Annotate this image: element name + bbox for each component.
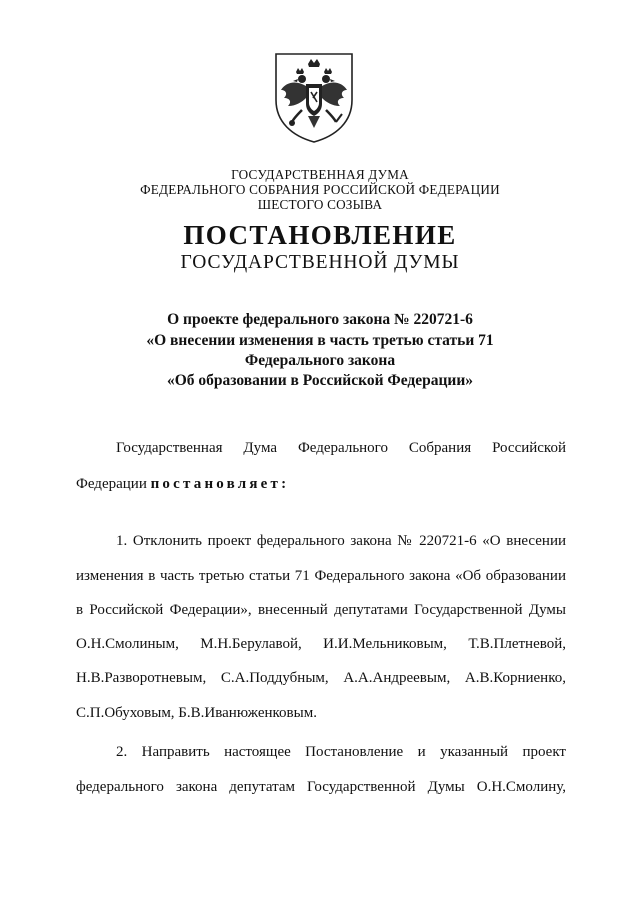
item2-line-1: 2. Направить настоящее Постановление и указанный проект xyxy=(116,744,566,760)
org-name-line-1: ГОСУДАРСТВЕННАЯ ДУМА xyxy=(231,167,409,182)
item2-line-2: федерального закона депутатам Государственной Думы О.Н.Смолину, xyxy=(76,779,566,795)
document-type-title: ПОСТАНОВЛЕНИЕ xyxy=(183,220,457,250)
resolution-verb: постановляет: xyxy=(150,476,290,492)
subject-line-4: «Об образовании в Российской Федерации» xyxy=(166,372,474,389)
item1-line-6: С.П.Обуховым, Б.В.Иванюженковым. xyxy=(76,705,317,721)
subject-line-1: О проекте федерального закона № 220721-6 xyxy=(167,311,473,328)
subject-line-3: Федерального закона xyxy=(244,352,396,369)
item1-line-3: в Российской Федерации», внесенный депутатами Государственной Думы xyxy=(76,602,566,618)
convocation-line: ШЕСТОГО СОЗЫВА xyxy=(257,197,383,212)
preamble-line-1: Государственная Дума Федерального Собрания Российской xyxy=(116,440,566,456)
item1-line-2: изменения в часть третью статьи 71 Федерального закона «Об образовании xyxy=(76,568,566,584)
org-name-line-2: ФЕДЕРАЛЬНОГО СОБРАНИЯ РОССИЙСКОЙ ФЕДЕРАЦИИ xyxy=(140,182,500,197)
double-headed-eagle-icon xyxy=(272,52,356,144)
item1-line-1: 1. Отклонить проект федерального закона № 220721-6 «О внесении xyxy=(116,533,566,549)
subject-line-2: «О внесении изменения в часть третью статьи 71 xyxy=(146,332,494,349)
item1-line-5: Н.В.Разворотневым, С.А.Поддубным, А.А.Андреевым, А.В.Корниенко, xyxy=(76,670,566,686)
document-issuer: ГОСУДАРСТВЕННОЙ ДУМЫ xyxy=(180,252,460,273)
preamble-text: Федерации xyxy=(76,476,151,492)
item1-line-4: О.Н.Смолиным, М.Н.Берулавой, И.И.Мельниковым, Т.В.Плетневой, xyxy=(76,636,566,652)
coat-of-arms-emblem xyxy=(272,52,356,144)
preamble-line-2 xyxy=(76,473,566,495)
